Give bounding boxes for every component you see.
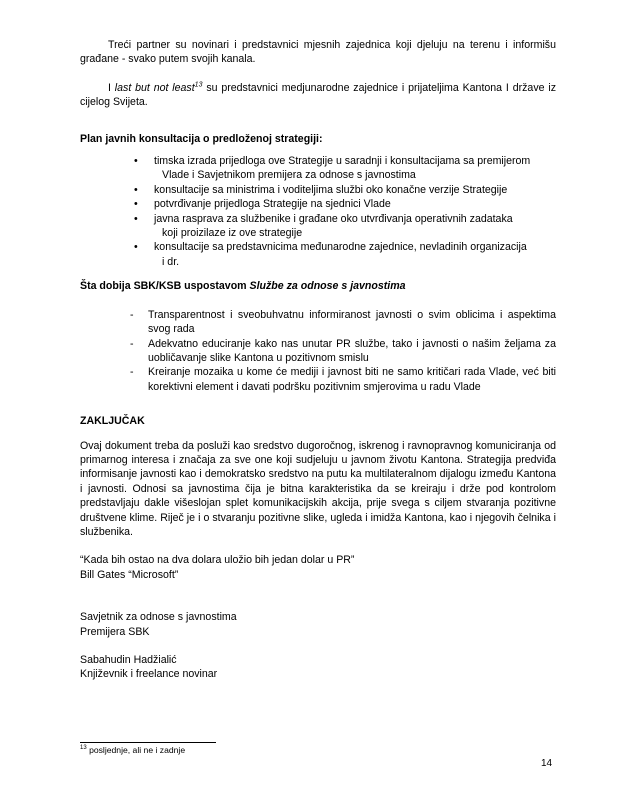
- list-item-text-cont: Vlade i Savjetnikom premijera za odnose s javnostima: [162, 169, 416, 182]
- bullet-icon: •: [134, 212, 138, 225]
- list-item-text: timska izrada prijedloga ove Strategije u saradnji i konsultacijama sa premijerom: [154, 155, 531, 168]
- list-item-text: Adekvatno educiranje kako nas unutar PR službe, tako i javnosti o našim željama za uobličavanje slike Kantona u pozitivnom smislu: [148, 337, 556, 364]
- footnote-divider: [80, 742, 216, 743]
- quote-line: “Kada bih ostao na dva dolara uložio bih jedan dolar u PR”: [80, 554, 355, 567]
- gain-heading-italic: Službe za odnose s javnostima: [249, 280, 406, 293]
- p2-pre: I: [108, 81, 115, 94]
- gain-heading: [80, 279, 556, 293]
- signature-role-2: Premijera SBK: [80, 625, 150, 638]
- list-item: [80, 240, 556, 269]
- bullet-icon: •: [134, 183, 138, 196]
- list-item-text: konsultacije sa predstavnicima međunarodne zajednice, nevladinih organizacija: [154, 241, 527, 254]
- signature-name: Sabahudin Hadžialić: [80, 654, 177, 666]
- footnote-number: 13: [80, 745, 87, 752]
- list-item-text: Transparentnost i sveobuhvatnu informiranost javnosti o svim oblicima i aspektima svog rada: [148, 308, 556, 336]
- list-item: [80, 308, 556, 337]
- plan-heading: Plan javnih konsultacija o predloženoj strategiji:: [80, 132, 323, 145]
- list-item-text-cont: i dr.: [162, 255, 180, 268]
- footnote-text: posljednje, ali ne i zadnje: [86, 745, 186, 755]
- footnote-ref[interactable]: 13: [194, 81, 203, 89]
- list-item: [80, 197, 556, 211]
- list-item-text: Kreiranje mozaika u kome će mediji i javnost biti ne samo kritičari rada Vlade, već biti korektivni element i davati podršku pozitivnim smjerovima u radu Vlade: [148, 366, 556, 393]
- bullet-icon: •: [134, 198, 138, 211]
- page-number: 14: [541, 758, 553, 769]
- list-item-text: konsultacije sa ministrima i voditeljima službi oko konačne verzije Strategije: [154, 183, 508, 196]
- paragraph-partners: Treći partner su novinari i predstavnici mjesnih zajednica koji djeluju na terenu i informišu građane - svako putem svojih kanala.: [80, 39, 556, 66]
- footnote: [80, 745, 185, 755]
- conclusion-paragraph: Ovaj dokument treba da posluži kao sredstvo dugoročnog, iskrenog i ravnopravnog komuniciranja od primarnog interesa i značaja za sve one koji sudjeluju u javnom životu Kantona. Strategija predviđa informisanje javnosti kao i demokratsko sredstvo na putu ka multilateralnom dijalogu između Kantona i javnosti. Odnosi sa javnostima čija je bitna karakteristika da se kreiraju i drže pod kontrolom predstavljaju dakle višeslojan splet komunikacijskih akcija, prije svega s ciljem stvaranja pozitivne društvene klime. Riječ je i o stvaranju pozitivne slike, ugleda i imidža Kantona, kao i njegovih čelnika i službenika.: [80, 439, 556, 538]
- dash-icon: -: [130, 366, 134, 379]
- signature-role: Savjetnik za odnose s javnostima: [80, 611, 237, 624]
- bullet-icon: •: [134, 241, 138, 254]
- p2-post: su predstavnici medjunarodne zajednice i prijateljima Kantona I države iz cijelog Svijeta.: [80, 81, 557, 109]
- p2-italic: last but not least: [114, 81, 195, 94]
- list-item: [80, 154, 556, 183]
- signature-title: Književnik i freelance novinar: [80, 668, 218, 681]
- dash-icon: -: [130, 308, 134, 321]
- gain-heading-text: Šta dobija SBK/KSB uspostavom: [80, 280, 250, 293]
- dash-icon: -: [130, 337, 134, 350]
- list-item: [80, 365, 556, 394]
- plan-list: [80, 154, 556, 269]
- list-item: [80, 337, 556, 366]
- list-item-text-cont: koji proizilaze iz ove strategije: [162, 227, 303, 240]
- list-item-text: javna rasprava za službenike i građane oko utvrđivanja operativnih zadataka: [154, 212, 513, 225]
- conclusion-heading: ZAKLJUČAK: [80, 415, 145, 428]
- quote-author: Bill Gates “Microsoft”: [80, 568, 179, 581]
- gain-list: [80, 308, 556, 394]
- paragraph-international: [80, 81, 556, 110]
- list-item-text: potvrđivanje prijedloga Strategije na sjednici Vlade: [154, 198, 391, 211]
- bullet-icon: •: [134, 155, 138, 168]
- document-body: [80, 38, 556, 682]
- list-item: [80, 183, 556, 197]
- list-item: [80, 212, 556, 241]
